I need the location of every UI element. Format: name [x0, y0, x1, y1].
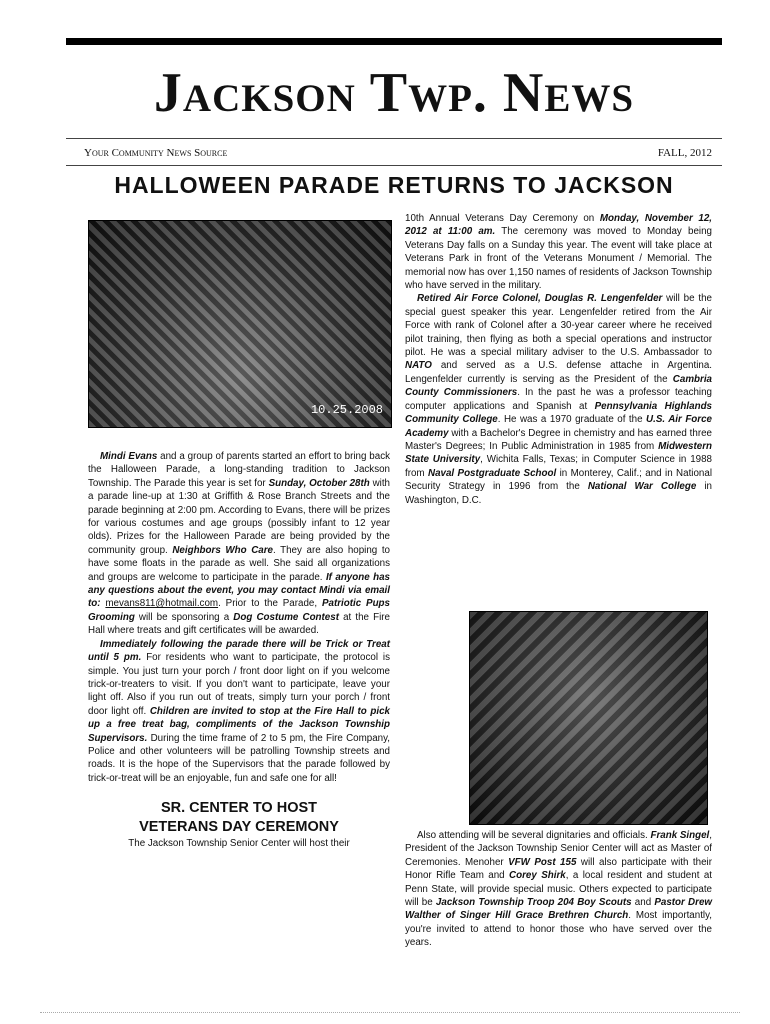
text-run: . Most importantly, you're invited to attend to honor those who have served over the years. — [405, 910, 712, 949]
sub-heading-line: SR. CENTER TO HOST — [160, 800, 318, 817]
text-run: with a Bachelor's Degree in chemistry and has earned three Master's Degrees; In Public Administration in 1985 from — [405, 427, 712, 452]
text-run: in Monterey, Calif.; and in National Security Strategy in 1996 from the — [405, 467, 712, 493]
sub-article-intro: The Jackson Township Senior Center will host their — [128, 838, 350, 850]
subline-rule — [66, 165, 722, 166]
text-run: . In the past he was a professor teaching computer applications and Spanish at — [405, 387, 712, 412]
text-run: and — [631, 897, 655, 909]
text-run: and served as a U.S. defense attache in Argentina. Lengenfelder currently is serving as the President of the — [405, 360, 712, 385]
article-paragraph — [88, 638, 390, 785]
edition-date: FALL, 2012 — [657, 147, 712, 159]
text-run: Mindi Evans — [100, 451, 158, 462]
text-run: in Washington, D.C. — [405, 481, 712, 506]
text-run: Jackson Township Troop 204 Boy Scouts — [435, 897, 632, 909]
text-run: Monday, November 12, 2012 at 11:00 am. — [405, 213, 712, 238]
tagline: Your Community News Source — [84, 147, 228, 159]
speaker-portrait-photo — [469, 611, 708, 825]
text-run: VFW Post 155 — [508, 856, 577, 868]
text-run: Naval Postgraduate School — [428, 467, 557, 479]
text-run: NATO — [405, 360, 432, 372]
text-run: Frank Singel — [650, 830, 710, 841]
text-run: Sunday, October 28th — [268, 477, 370, 489]
text-run: Neighbors Who Care — [172, 544, 273, 556]
sub-heading-line: VETERANS DAY CEREMONY — [139, 819, 339, 836]
text-run: During the time frame of 2 to 5 pm, the Fire Company, Police and other volunteers will be patrolling Township streets and roads. It is the hope of the Supervisors that the parade followed by trick-or-treat will be an enjoyable, fun and safe one for all! — [88, 732, 390, 784]
article-paragraph — [405, 829, 712, 950]
text-run: Pennsylvania Highlands Community College — [405, 400, 713, 426]
parade-photo — [88, 220, 392, 428]
text-run: , a local resident and student at Penn State, will provide special music. Others expected to participate will be — [405, 870, 712, 909]
right-column-top — [405, 212, 712, 507]
text-run: at the Fire Hall where treats and gift certificates will be awarded. — [88, 611, 390, 637]
text-run: Pastor Drew Walther of Singer Hill Grace Brethren Church — [405, 897, 713, 922]
text-run: Midwestern State University — [405, 440, 712, 466]
text-run: will be sponsoring a — [134, 611, 234, 623]
text-run: For residents who want to participate, the protocol is simple. You just turn your porch / front door light on if you welcome trick-or-treaters to visit. If you don't want to participate, leave your light off. Also if you run out of treats, simply turn your porch / front door light off. — [88, 652, 390, 717]
text-run: Immediately following the parade there will be Trick or Treat until 5 pm. — [88, 638, 390, 664]
top-rule — [66, 38, 722, 45]
text-run: . He was a 1970 graduate of the — [497, 414, 647, 426]
text-run: and a group of parents started an effort to bring back the Halloween Parade, a long-standing tradition to Jackson Township. The Parade this year is set for — [88, 451, 390, 489]
text-run: If anyone has any questions about the event, you may contact Mindi via email to: — [88, 571, 391, 610]
masthead-rule — [66, 138, 722, 139]
text-run: Dog Costume Contest — [233, 611, 339, 623]
sub-heading — [88, 799, 390, 837]
photo-timestamp: 10.25.2008 — [310, 403, 383, 417]
left-column — [88, 450, 390, 851]
text-run: will also participate with their Honor Rifle Team and — [405, 856, 712, 882]
text-run: . Prior to the Parade, — [218, 598, 322, 610]
text-run: U.S. Air Force Academy — [405, 414, 712, 439]
text-run: Retired Air Force Colonel, Douglas R. Lengenfelder — [417, 293, 663, 305]
article-paragraph — [88, 450, 390, 638]
text-run: . They are also hoping to have some floats in the parade as well. She said all organizations and groups are welcome to participate in the parade. — [88, 544, 391, 583]
text-run: , Wichita Falls, Texas; in Computer Science in 1988 from — [405, 454, 712, 479]
text-run: Corey Shirk — [509, 870, 566, 882]
right-column-bottom — [405, 829, 712, 950]
text-run: Patriotic Pups Grooming — [88, 598, 390, 623]
text-run: The ceremony was moved to Monday being Veterans Day falls on a Sunday this year. The event will take place at Veterans Park in front of the Veterans Monument / Memorial. The memorial now has over 1,150 names of residents of Jackson Township who have served in the military. — [405, 226, 712, 292]
masthead-title: Jackson Twp. News — [153, 62, 635, 124]
footer-dotted-line — [40, 1012, 740, 1013]
text-run: with a parade line-up at 1:30 at Griffith & Rose Branch Streets and the parade beginning at 2:00 pm. According to Evans, there will be prizes for various costumes and age groups (possibly infant to 12 year olds). Prizes for the Halloween Parade are being provided by the community group. — [88, 477, 390, 556]
text-run: will be the special guest speaker this year. Lengenfelder retired from the Air Force with rank of Colonel after a 30-year career where he received pilot training, then flying as both a special operations and instructor pilot. He was a special military adviser to the U.S. Ambassador to — [405, 293, 712, 359]
text-run: National War College — [587, 481, 697, 493]
text-run: Children are invited to stop at the Fire Hall to pick up a free treat bag, compliments of the Jackson Township Supervisors. — [88, 705, 390, 744]
text-run: 10th Annual Veterans Day Ceremony on — [405, 213, 600, 224]
text-run: , President of the Jackson Township Senior Center will act as Master of Ceremonies. Menoher — [405, 830, 713, 868]
email-link[interactable]: mevans811@hotmail.com — [105, 598, 219, 610]
article-paragraph — [405, 212, 712, 292]
text-run: Also attending will be several dignitaries and officials. — [417, 830, 651, 841]
article-paragraph — [405, 292, 712, 507]
main-headline: HALLOWEEN PARADE RETURNS TO JACKSON — [114, 172, 674, 198]
masthead-subline — [84, 147, 712, 163]
text-run: Cambria County Commissioners — [405, 373, 712, 399]
